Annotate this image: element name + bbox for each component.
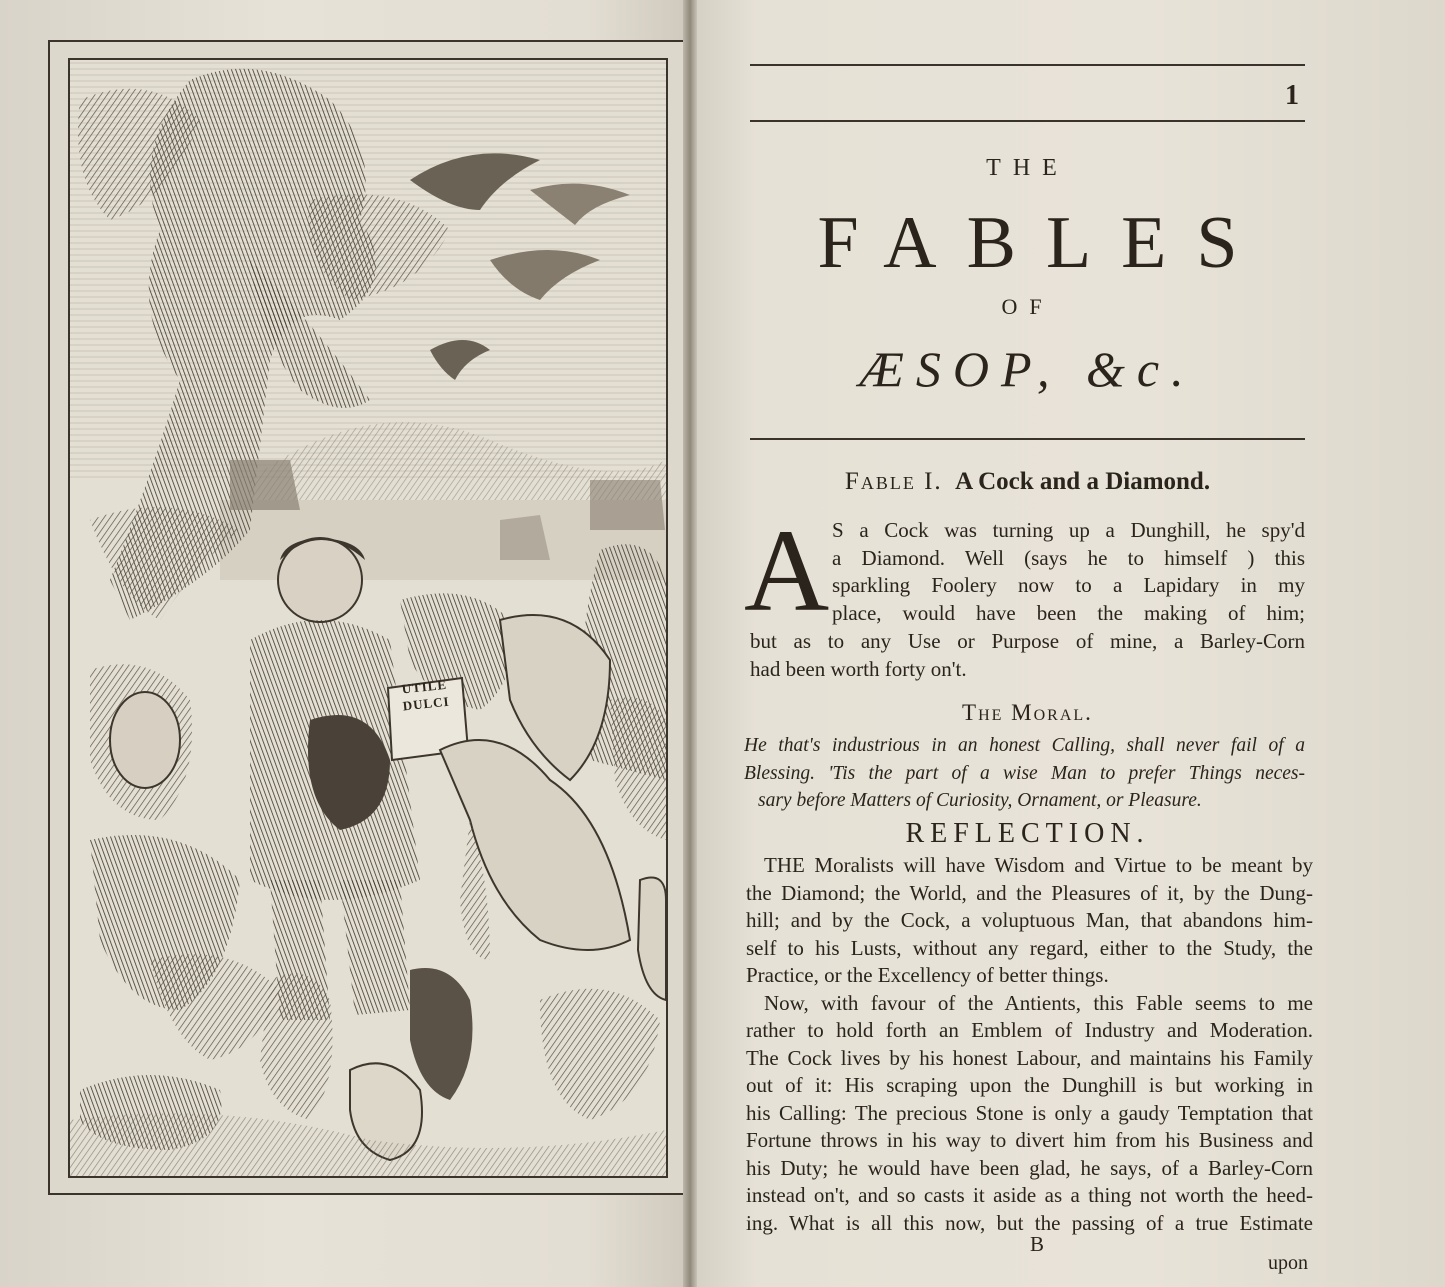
left-page xyxy=(0,0,690,1287)
fable-line: had been worth forty on't. xyxy=(750,656,967,681)
title-fables: FABLES xyxy=(817,202,1268,284)
fable-label: Fable I. xyxy=(844,468,943,495)
moral-line: sary before Matters of Curiosity, Ornament, or Pleasure. xyxy=(758,790,1202,811)
title-of: OF xyxy=(1001,294,1054,319)
title-rule xyxy=(750,438,1305,440)
title-aesop: ÆSOP, &c. xyxy=(859,341,1196,397)
fable-heading xyxy=(750,468,1305,496)
moral-line: He that's industrious in an honest Calling, shall never fail of a xyxy=(744,735,1305,756)
fable-line: sparkling Foolery now to a Lapidary in my xyxy=(832,573,1305,597)
reflection-line: his Duty; he would have been glad, he says, of a Barley-Corn xyxy=(746,1155,1313,1180)
moral-text xyxy=(744,732,1305,815)
motto-line-1: UTILE xyxy=(400,676,448,697)
fable-text xyxy=(750,628,1305,683)
fable-line: place, would have been the making of him; xyxy=(832,600,1305,625)
fable-line: but as to any Use or Purpose of mine, a Barley-Corn xyxy=(750,629,1305,653)
frontispiece-motto xyxy=(387,674,468,749)
header-rule xyxy=(750,120,1305,122)
reflection-line: Fortune throws in his way to divert him from his Business and xyxy=(746,1128,1313,1152)
reflection-line: out of it: His scraping upon the Dunghill is but working in xyxy=(746,1073,1313,1097)
reflection-text xyxy=(746,852,1313,1237)
fable-line: S a Cock was turning up a Dunghill, he spy'd xyxy=(832,518,1305,542)
reflection-line: the Diamond; the World, and the Pleasures of it, by the Dung- xyxy=(746,880,1313,905)
reflection-heading: REFLECTION. xyxy=(905,818,1150,849)
reflection-line: self to his Lusts, without any regard, either to the Study, the xyxy=(746,935,1313,960)
signature-mark: B xyxy=(1030,1232,1045,1256)
reflection-line: rather to hold forth an Emblem of Industry and Moderation. xyxy=(746,1018,1313,1042)
moral-heading-text: The Moral. xyxy=(962,700,1093,725)
moral-heading xyxy=(750,700,1305,726)
reflection-line: ing. What is all this now, but the passing of a true Estimate xyxy=(746,1210,1313,1235)
frontispiece-plate xyxy=(48,40,688,1195)
top-rule xyxy=(750,64,1305,66)
fable-title: A Cock and a Diamond. xyxy=(955,468,1211,495)
title-the: THE xyxy=(986,155,1069,181)
frontispiece-engraving xyxy=(68,58,668,1178)
moral-line: Blessing. 'Tis the part of a wise Man to prefer Things neces- xyxy=(744,762,1305,784)
page-number: 1 xyxy=(1285,80,1299,111)
catchword: upon xyxy=(1268,1252,1308,1274)
fable-text-indented xyxy=(832,517,1305,627)
reflection-line: The Cock lives by his honest Labour, and maintains his Family xyxy=(746,1045,1313,1070)
reflection-line: Now, with favour of the Antients, this Fable seems to me xyxy=(764,990,1313,1015)
engraving-illustration xyxy=(70,60,666,1176)
reflection-line: instead on't, and so casts it aside as a thing not worth the heed- xyxy=(746,1183,1313,1207)
reflection-line: hill; and by the Cock, a voluptuous Man, that abandons him- xyxy=(746,908,1313,932)
reflection-line: THE Moralists will have Wisdom and Virtue to be meant by xyxy=(764,853,1313,877)
reflection-line: Practice, or the Excellency of better things. xyxy=(746,963,1109,987)
motto-line-2: DULCI xyxy=(402,693,451,714)
drop-cap: A xyxy=(744,505,830,636)
fable-line: a Diamond. Well (says he to himself ) this xyxy=(832,545,1305,570)
reflection-line: his Calling: The precious Stone is only a gaudy Temptation that xyxy=(746,1100,1313,1125)
